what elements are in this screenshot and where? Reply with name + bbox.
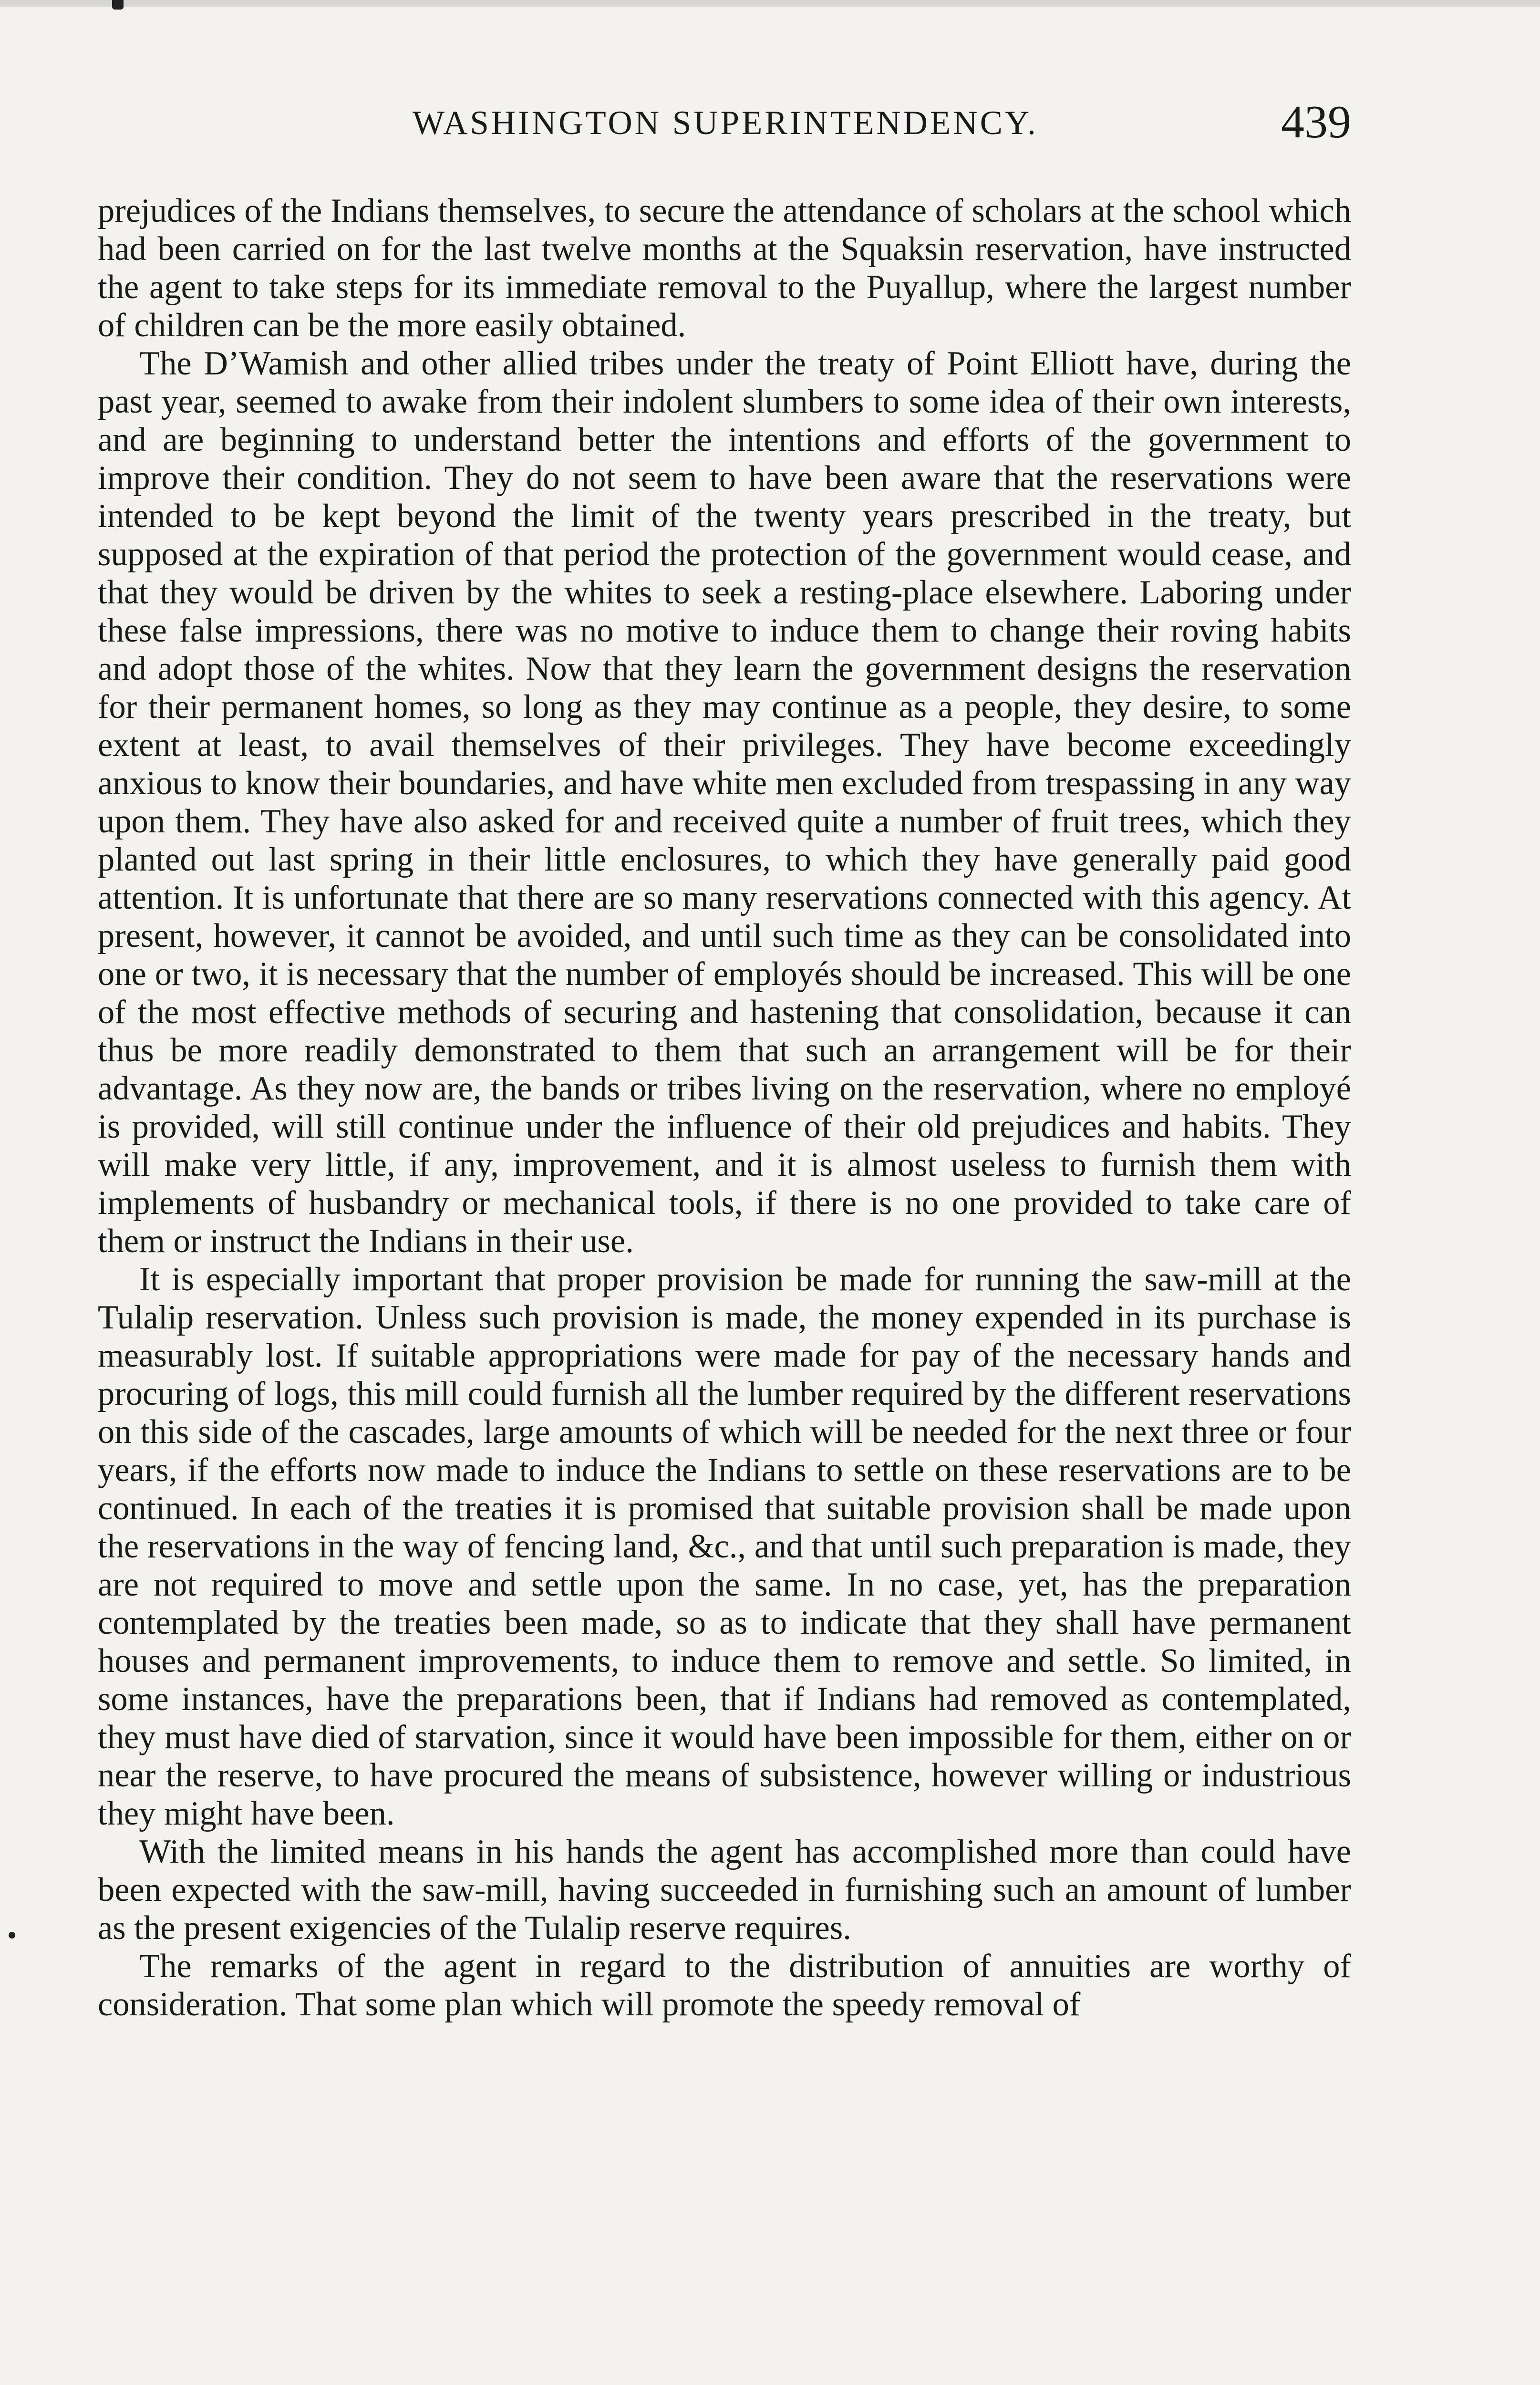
binding-mark — [112, 0, 124, 10]
margin-speck — [9, 1932, 15, 1939]
page-header — [98, 95, 1351, 153]
page-number: 439 — [1281, 96, 1351, 148]
running-title: WASHINGTON SUPERINTENDENCY. — [413, 104, 1038, 142]
paragraph-continued: prejudices of the Indians themselves, to secure the attendance of scholars at the school which had been carried on for the last twelve months at the Squaksin reservation, have instructed the agent to take steps for its immediate removal to the Puyallup, where the largest number of children can be the more easily obtained. — [98, 192, 1351, 344]
paragraph: It is especially important that proper provision be made for running the saw-mill at the Tulalip reservation. Unless such provision is made, the money expended in its purchase is measurably lost. If suitable appropriations were made for pay of the necessary hands and procuring of logs, this mill could furnish all the lumber required by the different reservations on this side of the cascades, large amounts of which will be needed for the next three or four years, if the efforts now made to induce the Indians to settle on these reservations are to be continued. In each of the treaties it is promised that suitable provision shall be made upon the reservations in the way of fencing land, &c., and that until such preparation is made, they are not required to move and settle upon the same. In no case, yet, has the preparation contemplated by the treaties been made, so as to indicate that they shall have permanent houses and permanent improvements, to induce them to remove and settle. So limited, in some instances, have the preparations been, that if Indians had removed as contemplated, they must have died of starvation, since it would have been impossible for them, either on or near the reserve, to have procured the means of subsistence, however willing or industrious they might have been. — [98, 1261, 1351, 1832]
paragraph: The remarks of the agent in regard to the distribution of annuities are worthy of consideration. That some plan which will promote the speedy removal of — [98, 1948, 1351, 2023]
paragraph: With the limited means in his hands the agent has accomplished more than could have been expected with the saw-mill, having succeeded in furnishing such an amount of lumber as the present exigencies of the Tulalip reserve requires. — [98, 1833, 1351, 1947]
paragraph: The D’Wamish and other allied tribes under the treaty of Point Elliott have, during the past year, seemed to awake from their indolent slumbers to some idea of their own interests, and are beginning to understand better the intentions and efforts of the government to improve their condition. They do not seem to have been aware that the reservations were intended to be kept beyond the limit of the twenty years prescribed in the treaty, but supposed at the expiration of that period the protection of the government would cease, and that they would be driven by the whites to seek a resting-place elsewhere. Laboring under these false impressions, there was no motive to induce them to change their roving habits and adopt those of the whites. Now that they learn the government designs the reservation for their permanent homes, so long as they may continue as a people, they desire, to some extent at least, to avail themselves of their privileges. They have become exceedingly anxious to know their boundaries, and have white men excluded from trespassing in any way upon them. They have also asked for and received quite a number of fruit trees, which they planted out last spring in their little enclosures, to which they have generally paid good attention. It is unfortunate that there are so many reservations connected with this agency. At present, however, it cannot be avoided, and until such time as they can be consolidated into one or two, it is necessary that the number of employés should be increased. This will be one of the most effective methods of securing and hastening that consolidation, because it can thus be more readily demonstrated to them that such an arrangement will be for their advantage. As they now are, the bands or tribes living on the reservation, where no employé is provided, will still continue under the influence of their old prejudices and habits. They will make very little, if any, improvement, and it is almost useless to furnish them with implements of husbandry or mechanical tools, if there is no one provided to take care of them or instruct the Indians in their use. — [98, 345, 1351, 1260]
page-body — [98, 192, 1351, 2023]
top-edge-shadow — [0, 0, 1540, 7]
